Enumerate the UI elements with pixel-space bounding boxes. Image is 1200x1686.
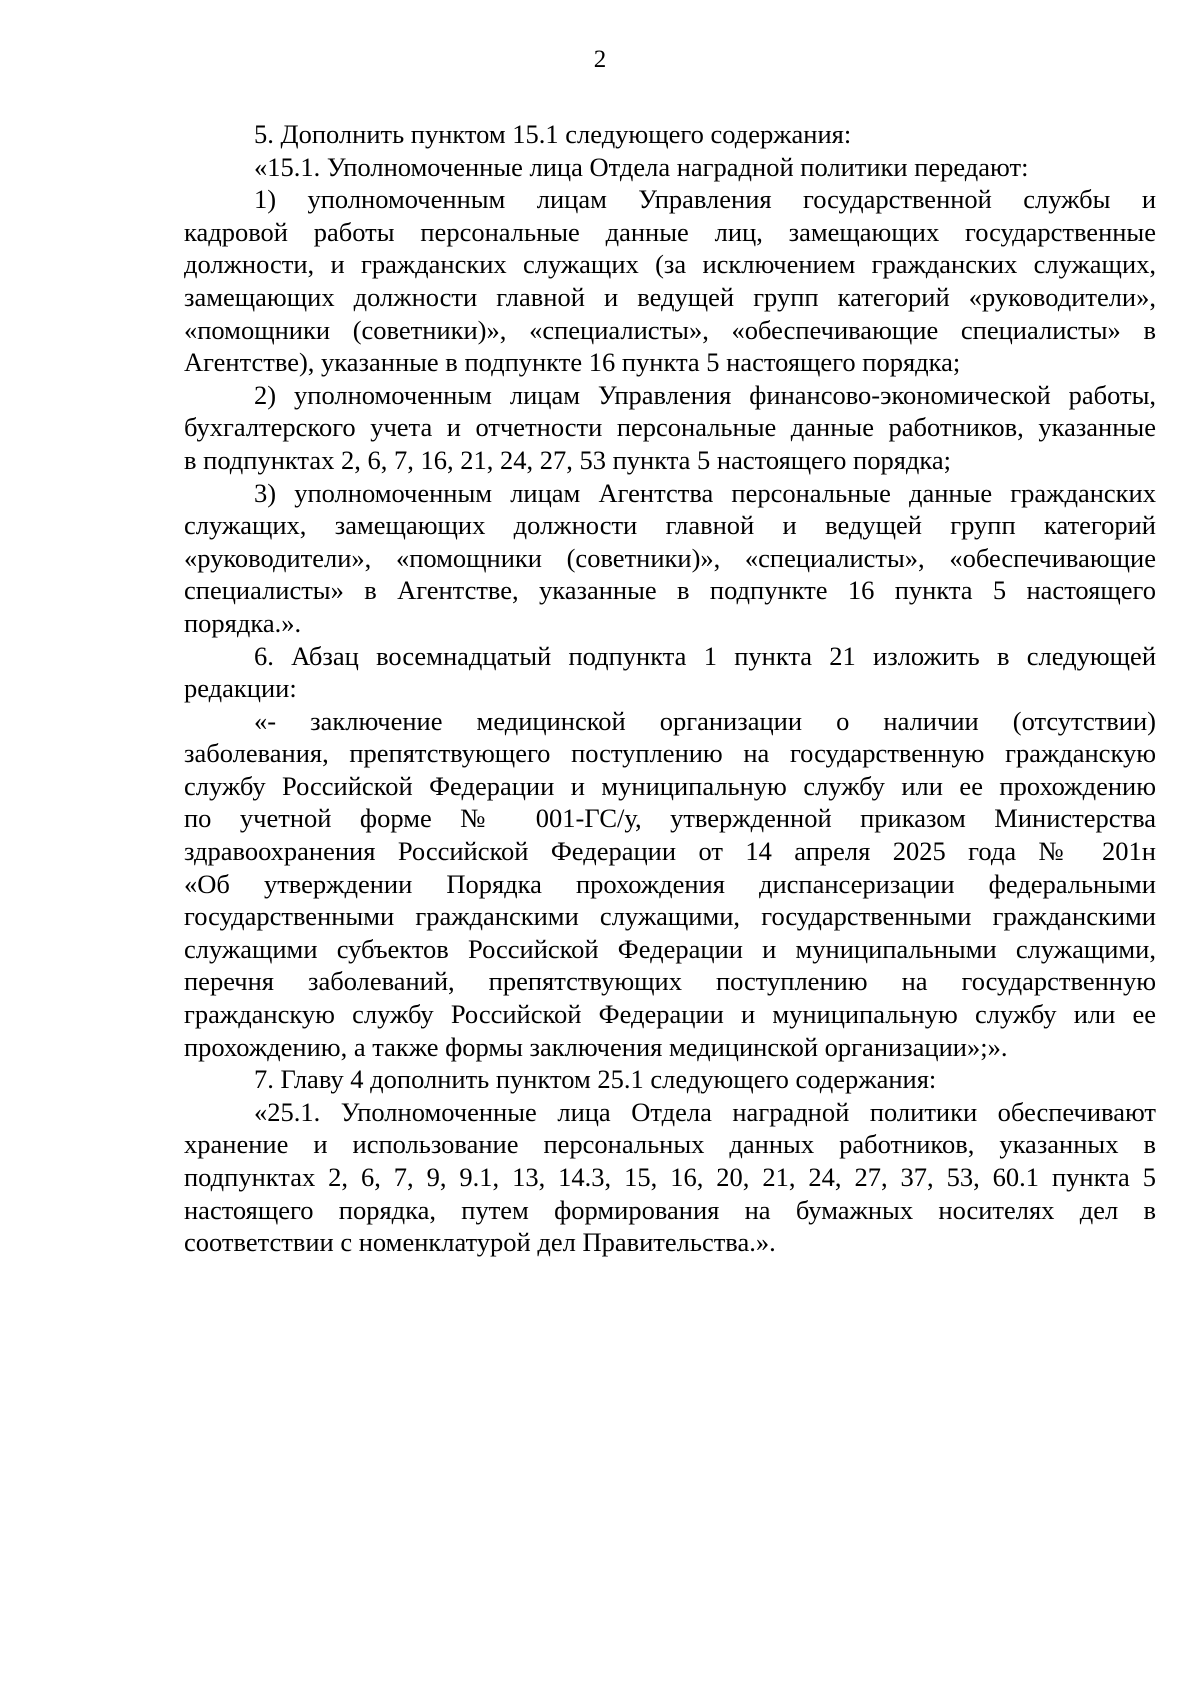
text-line: «Об утверждении Порядка прохождения диспансеризации федеральными (184, 868, 1156, 899)
text-line: гражданскую службу Российской Федерации и муниципальную службу или ее (184, 999, 1156, 1030)
text-line: по учетной форме № 001-ГС/у, утвержденной приказом Министерства (184, 803, 1156, 834)
page-number: 2 (593, 46, 607, 73)
paragraph (184, 640, 1156, 705)
text-line: «25.1. Уполномоченные лица Отдела наградной политики обеспечивают (254, 1096, 1156, 1127)
text-line: «15.1. Уполномоченные лица Отдела наградной политики передают: (254, 151, 1029, 182)
text-line: специалисты» в Агентстве, указанные в подпункте 16 пункта 5 настоящего (184, 575, 1156, 606)
text-line: бухгалтерского учета и отчетности персональные данные работников, указанные (184, 412, 1156, 443)
text-line: должности, и гражданских служащих (за исключением гражданских служащих, (184, 249, 1156, 280)
text-line: здравоохранения Российской Федерации от 14 апреля 2025 года № 201н (184, 836, 1156, 867)
paragraph (184, 118, 1156, 151)
text-line: служащими субъектов Российской Федерации и муниципальными служащими, (184, 933, 1156, 964)
text-line: 3) уполномоченным лицам Агентства персональные данные гражданских (254, 477, 1156, 508)
text-line: прохождению, а также формы заключения медицинской организации»;». (184, 1031, 1008, 1062)
paragraph (184, 705, 1156, 1064)
text-line: 2) уполномоченным лицам Управления финансово-экономической работы, (254, 379, 1156, 410)
text-line: «- заключение медицинской организации о наличии (отсутствии) (254, 705, 1156, 736)
text-line: «помощники (советники)», «специалисты», «обеспечивающие специалисты» в (184, 314, 1156, 345)
text-line: 7. Главу 4 дополнить пунктом 25.1 следующего содержания: (254, 1064, 937, 1095)
text-line: 6. Абзац восемнадцатый подпункта 1 пункта 21 изложить в следующей (254, 640, 1156, 671)
text-line: государственными гражданскими служащими, государственными гражданскими (184, 901, 1156, 932)
text-line: порядка.». (184, 607, 302, 638)
paragraph (184, 477, 1156, 640)
text-line: кадровой работы персональные данные лиц, замещающих государственные (184, 216, 1156, 247)
text-line: в подпунктах 2, 6, 7, 16, 21, 24, 27, 53 пункта 5 настоящего порядка; (184, 444, 951, 475)
text-line: 5. Дополнить пунктом 15.1 следующего содержания: (254, 119, 852, 149)
paragraph (184, 151, 1156, 184)
text-line: «руководители», «помощники (советники)», «специалисты», «обеспечивающие (184, 542, 1156, 573)
text-line: хранение и использование персональных данных работников, указанных в (184, 1129, 1156, 1160)
document-body (184, 118, 1156, 1259)
text-line: службу Российской Федерации и муниципальную службу или ее прохождению (184, 770, 1156, 801)
text-line: Агентстве), указанные в подпункте 16 пункта 5 настоящего порядка; (184, 347, 961, 378)
text-line: подпунктах 2, 6, 7, 9, 9.1, 13, 14.3, 15, 16, 20, 21, 24, 27, 37, 53, 60.1 пункта 5 (184, 1162, 1156, 1192)
text-line: соответствии с номенклатурой дел Правительства.». (184, 1227, 776, 1258)
text-line: заболевания, препятствующего поступлению на государственную гражданскую (184, 738, 1156, 769)
text-line: замещающих должности главной и ведущей групп категорий «руководители», (184, 281, 1156, 312)
text-line: служащих, замещающих должности главной и ведущей групп категорий (184, 510, 1156, 541)
paragraph (184, 183, 1156, 379)
text-line: редакции: (184, 673, 297, 704)
text-line: настоящего порядка, путем формирования на бумажных носителях дел в (184, 1194, 1156, 1225)
text-line: перечня заболеваний, препятствующих поступлению на государственную (184, 966, 1156, 997)
paragraph (184, 1096, 1156, 1259)
paragraph (184, 379, 1156, 477)
text-line: 1) уполномоченным лицам Управления государственной службы и (254, 184, 1156, 215)
paragraph (184, 1063, 1156, 1096)
